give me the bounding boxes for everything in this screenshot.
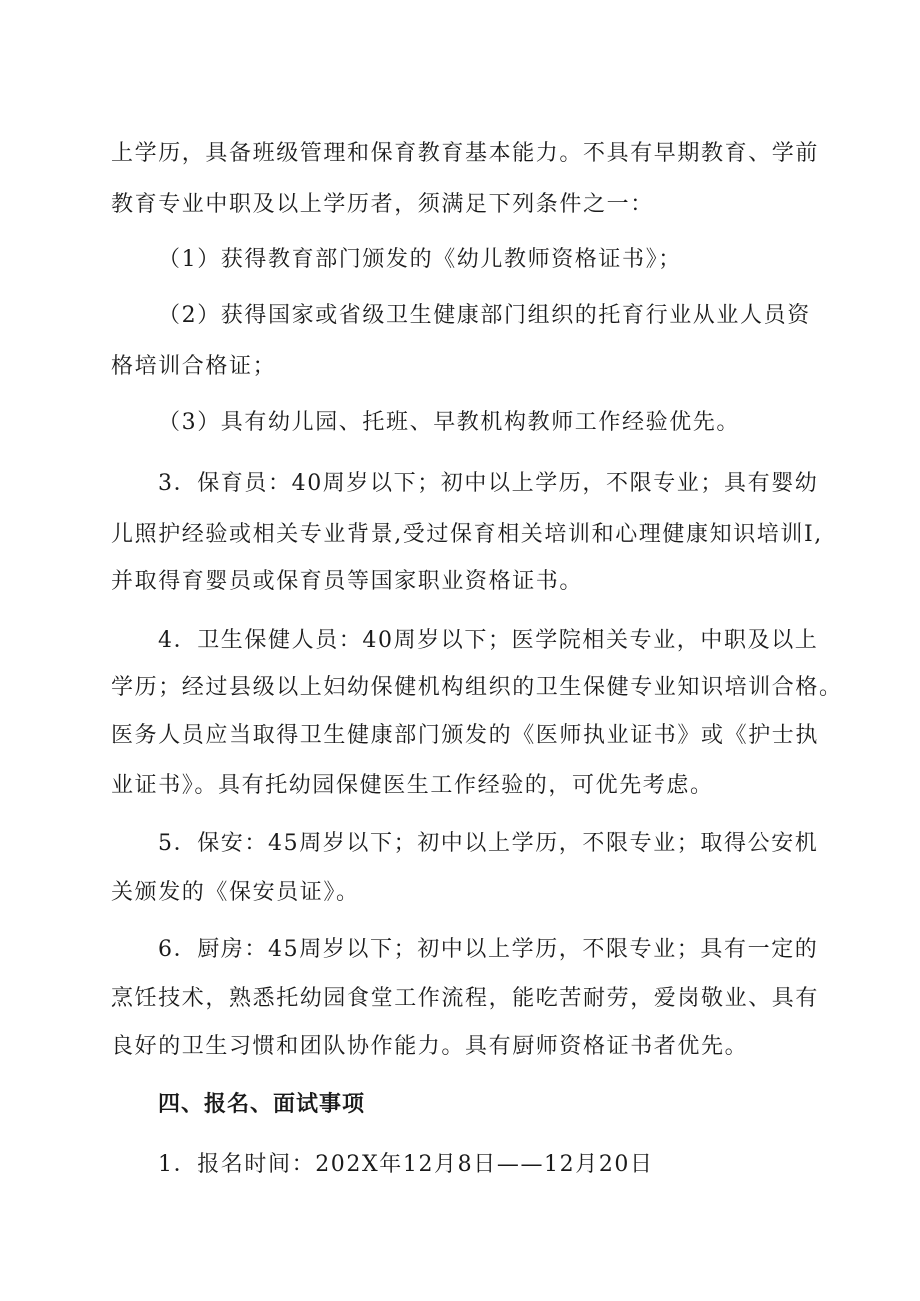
section-heading: 四、报名、面试事项 — [158, 1092, 366, 1117]
condition-item-2: （2）获得国家或省级卫生健康部门组织的托育行业从业人员资 — [158, 303, 811, 328]
text-line: 业证书》。具有托幼园保健医生工作经验的，可优先考虑。 — [111, 773, 714, 798]
text-line: 学历；经过县级以上妇幼保健机构组织的卫生保健专业知识培训合格。 — [111, 675, 843, 700]
item-5-security: 5．保安：45周岁以下；初中以上学历，不限专业；取得公安机 — [158, 831, 819, 856]
condition-item-3: （3）具有幼儿园、托班、早教机构教师工作经验优先。 — [158, 410, 740, 435]
text-line: 教育专业中职及以上学历者，须满足下列条件之一： — [111, 192, 654, 217]
text-line: 儿照护经验或相关专业背景,受过保育相关培训和心理健康知识培训Ⅰ, — [111, 522, 823, 547]
text-line: 格培训合格证； — [111, 354, 277, 379]
text-line: 良好的卫生习惯和团队协作能力。具有厨师资格证书者优先。 — [111, 1034, 749, 1059]
text-line: 烹饪技术，熟悉托幼园食堂工作流程，能吃苦耐劳，爱岗敬业、具有 — [111, 986, 820, 1011]
item-3-nursery-staff: 3．保育员：40周岁以下；初中以上学历，不限专业；具有婴幼 — [158, 471, 819, 496]
text-line: 上学历，具备班级管理和保育教育基本能力。不具有早期教育、学前 — [111, 141, 820, 166]
text-line: 关颁发的《保安员证》。 — [111, 880, 360, 905]
item-6-kitchen: 6．厨房：45周岁以下；初中以上学历，不限专业；具有一定的 — [158, 937, 819, 962]
text-line: 并取得育婴员或保育员等国家职业资格证书。 — [111, 569, 584, 594]
item-4-health-staff: 4．卫生保健人员：40周岁以下；医学院相关专业，中职及以上 — [158, 628, 819, 653]
condition-item-1: （1）获得教育部门颁发的《幼儿教师资格证书》； — [158, 247, 682, 272]
registration-time: 1．报名时间：202X年12月8日——12月20日 — [158, 1152, 654, 1177]
text-line: 医务人员应当取得卫生健康部门颁发的《医师执业证书》或《护士执 — [111, 723, 820, 748]
